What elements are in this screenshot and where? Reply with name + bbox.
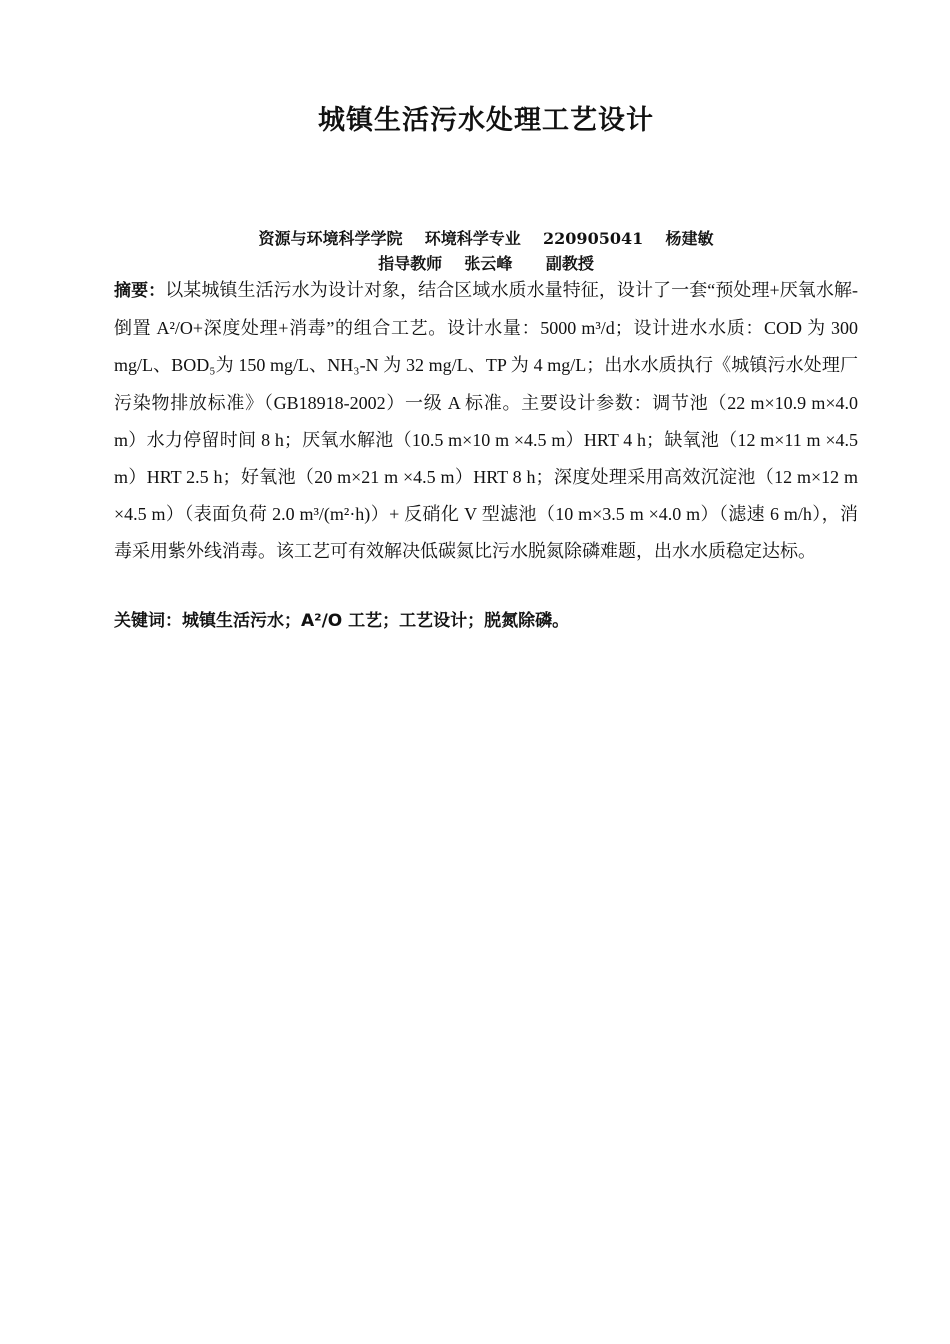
- keywords-text: 城镇生活污水；A²/O 工艺；工艺设计；脱氮除磷。: [182, 611, 570, 631]
- advisor-line: 指导教师 张云峰 副教授: [378, 254, 594, 273]
- abstract-label: 摘要：: [114, 281, 166, 301]
- paper-title: 城镇生活污水处理工艺设计: [318, 105, 654, 136]
- abstract-paragraph: [114, 272, 858, 571]
- abstract-text: 以某城镇生活污水为设计对象，结合区域水质水量特征，设计了一套“预处理+厌氧水解-倒置 A²/O+深度处理+消毒”的组合工艺。设计水量：5000 m³/d；设计进水水质：COD 为 300 mg/L、BOD₅为 150 mg/L、NH₃-N 为 32 mg/L、TP 为 4 mg/L；出水水质执行《城镇污水处理厂污染物排放标准》（GB18918-2002）一级 A 标准。主要设计参数：调节池（22 m×10.9 m×4.0 m）水力停留时间 8 h；厌氧水解池（10.5 m×10 m ×4.5 m）HRT 4 h；缺氧池（12 m×11 m ×4.5 m）HRT 2.5 h；好氧池（20 m×21 m ×4.5 m）HRT 8 h；深度处理采用高效沉淀池（12 m×12 m ×4.5 m）（表面负荷 2.0 m³/(m²·h)）+ 反硝化 V 型滤池（10 m×3.5 m ×4.0 m）（滤速 6 m/h），消毒采用紫外线消毒。该工艺可有效解决低碳氮比污水脱氮除磷难题，出水水质稳定达标。: [114, 280, 859, 562]
- keywords-paragraph: [114, 608, 858, 634]
- keywords-label: 关键词：: [114, 611, 182, 631]
- author-affiliation-line: 资源与环境科学学院 环境科学专业 220905041 杨建敏: [258, 229, 714, 248]
